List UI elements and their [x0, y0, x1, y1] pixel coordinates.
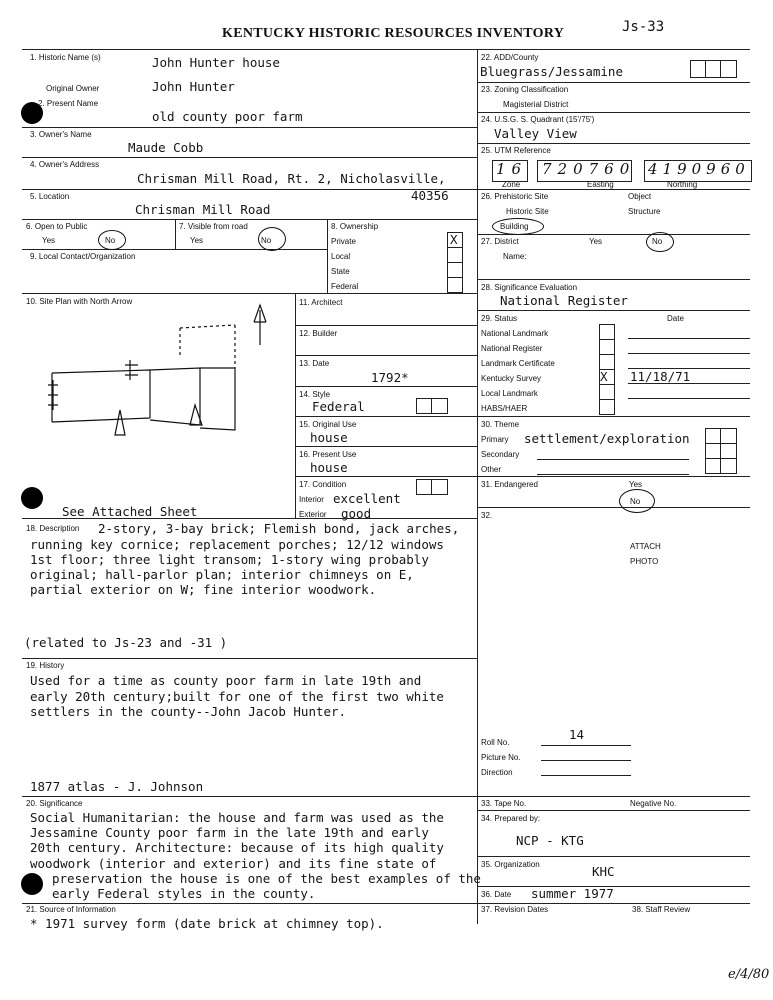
- field-8-label: 8. Ownership: [331, 222, 379, 231]
- original-owner-label: Original Owner: [46, 84, 100, 93]
- status-checkbox: [599, 399, 615, 415]
- field-7-label: 7. Visible from road: [179, 222, 248, 231]
- field-14-label: 14. Style: [299, 390, 331, 399]
- district-no: No: [652, 237, 663, 246]
- rule: [22, 249, 327, 250]
- field-11-label: 11. Architect: [299, 298, 343, 307]
- owner-zip-value: 40356: [411, 188, 449, 203]
- rule: [22, 903, 477, 904]
- theme-other-label: Other: [481, 465, 502, 474]
- field-26-label: 26. Prehistoric Site: [481, 192, 549, 201]
- form-title: KENTUCKY HISTORIC RESOURCES INVENTORY: [222, 26, 565, 41]
- history-source: 1877 atlas - J. Johnson: [30, 779, 204, 794]
- field-10-label: 10. Site Plan with North Arrow: [26, 297, 133, 306]
- field-24-label: 24. U.S.G. S. Quadrant (15'/75'): [481, 115, 595, 124]
- date-value: 1792*: [371, 370, 409, 385]
- rule: [477, 416, 750, 417]
- field-5-label: 5. Location: [30, 192, 70, 201]
- ownership-state: State: [331, 267, 350, 276]
- selected-circle: [98, 230, 126, 250]
- rule: [295, 355, 477, 356]
- utm-easting-value: 720760: [542, 160, 636, 178]
- field-20-label: 20. Significance: [26, 799, 83, 808]
- rule: [705, 443, 737, 444]
- history-line: early 20th century;built for one of the first two white: [30, 689, 444, 704]
- rule: [537, 474, 689, 475]
- rule: [477, 112, 750, 113]
- rule: [628, 398, 750, 399]
- rule: [477, 796, 750, 797]
- rule: [175, 219, 176, 249]
- condition-code-box: [416, 479, 448, 495]
- district-yes: Yes: [589, 237, 603, 246]
- rule: [22, 796, 477, 797]
- direction-label: Direction: [481, 768, 513, 777]
- description-line: original; hall-parlor plan; interior chimneys on E,: [30, 567, 414, 582]
- field-2-label: 2. Present Name: [38, 99, 99, 108]
- endangered-yes: Yes: [629, 480, 643, 489]
- status-checkbox: [599, 339, 615, 355]
- rule: [22, 189, 477, 190]
- quadrant-value: Valley View: [494, 126, 577, 141]
- field-36-label: 36. Date: [481, 890, 512, 899]
- rule: [541, 745, 631, 746]
- field-1-label: 1. Historic Name (s): [30, 53, 101, 62]
- rule: [537, 459, 689, 460]
- field-22-label: 22. ADD/County: [481, 53, 539, 62]
- theme-secondary-label: Secondary: [481, 450, 520, 459]
- ownership-local: Local: [331, 252, 351, 261]
- district-name-label: Name:: [503, 252, 527, 261]
- status-item: National Register: [481, 344, 543, 353]
- owner-name-value: Maude Cobb: [128, 140, 204, 155]
- rule: [295, 446, 477, 447]
- present-name-value: old county poor farm: [152, 109, 303, 124]
- rule: [477, 856, 750, 857]
- rule: [295, 416, 477, 417]
- theme-primary-value: settlement/exploration: [524, 431, 690, 446]
- field-17-label: 17. Condition: [299, 480, 347, 489]
- site-plan-note: See Attached Sheet: [62, 504, 198, 519]
- rule: [477, 279, 750, 280]
- evaluation-value: National Register: [500, 293, 628, 308]
- significance-line: woodwork (interior and exterior) and its fine state of: [30, 856, 437, 871]
- organization-value: KHC: [592, 864, 615, 879]
- field-6-label: 6. Open to Public: [26, 222, 88, 231]
- field-34-label: 34. Prepared by:: [481, 814, 541, 823]
- prepared-by-value: NCP - KTG: [516, 833, 584, 848]
- zoning-sub: Magisterial District: [503, 100, 569, 109]
- significance-line: Social Humanitarian: the house and farm was used as the: [30, 810, 444, 825]
- field-9-label: 9. Local Contact/Organization: [30, 252, 136, 261]
- hole-punch: [21, 487, 43, 509]
- description-related: (related to Js-23 and -31 ): [24, 635, 228, 650]
- field-29-label: 29. Status: [481, 314, 518, 323]
- field-27-label: 27. District: [481, 237, 519, 246]
- rule: [720, 60, 721, 78]
- field-15-label: 15. Original Use: [299, 420, 357, 429]
- rule: [295, 476, 477, 477]
- style-code-box: [416, 398, 448, 414]
- present-use-value: house: [310, 460, 348, 475]
- significance-line: preservation the house is one of the best examples of the: [52, 871, 481, 886]
- status-item: National Landmark: [481, 329, 549, 338]
- original-use-value: house: [310, 430, 348, 445]
- rule: [22, 157, 477, 158]
- field-23-label: 23. Zoning Classification: [481, 85, 569, 94]
- theme-code-box: [705, 428, 737, 474]
- kentucky-survey-date: 11/18/71: [630, 369, 691, 384]
- field-33-label: 33. Tape No.: [481, 799, 527, 808]
- field-19-label: 19. History: [26, 661, 65, 670]
- significance-line: Jessamine County poor farm in the late 19th and early: [30, 825, 429, 840]
- status-checkbox: [599, 324, 615, 340]
- selected-circle: [492, 218, 544, 235]
- description-line: partial exterior on W; fine interior woodwork.: [30, 582, 377, 597]
- status-item: Kentucky Survey: [481, 374, 542, 383]
- rule: [477, 143, 750, 144]
- field-13-label: 13. Date: [299, 359, 330, 368]
- exterior-label: Exterior: [299, 510, 327, 519]
- rule: [295, 293, 296, 518]
- prehistoric-object: Object: [628, 192, 652, 201]
- picture-label: Picture No.: [481, 753, 521, 762]
- rule: [431, 479, 432, 495]
- status-checkbox: [599, 384, 615, 400]
- rule: [477, 903, 750, 904]
- original-owner-value: John Hunter: [152, 79, 235, 94]
- roll-value: 14: [569, 727, 585, 742]
- local-checkbox: [447, 247, 463, 263]
- negative-label: Negative No.: [630, 799, 677, 808]
- open-public-no: No: [105, 236, 116, 245]
- status-checkbox: [599, 354, 615, 370]
- field-25-label: 25. UTM Reference: [481, 146, 551, 155]
- kentucky-survey-mark: X: [600, 369, 608, 384]
- county-value: Bluegrass/Jessamine: [480, 64, 623, 79]
- rule: [431, 398, 432, 414]
- county-code-box: [690, 60, 737, 78]
- description-line: 2-story, 3-bay brick; Flemish bond, jack arches,: [98, 521, 460, 536]
- site-number: Js-33: [622, 19, 665, 35]
- field-30-label: 30. Theme: [481, 420, 520, 429]
- rule: [22, 127, 477, 128]
- utm-northing-label: Northing: [667, 180, 698, 189]
- field-21-label: 21. Source of Information: [26, 905, 116, 914]
- federal-checkbox: [447, 277, 463, 293]
- field-35-label: 35. Organization: [481, 860, 540, 869]
- ownership-private: Private: [331, 237, 356, 246]
- rule: [327, 219, 328, 293]
- significance-line: 20th century. Architecture: because of its high quality: [30, 840, 444, 855]
- field-16-label: 16. Present Use: [299, 450, 357, 459]
- open-public-yes: Yes: [42, 236, 56, 245]
- rule: [705, 60, 706, 78]
- utm-zone-value: 16: [496, 160, 528, 178]
- theme-primary-label: Primary: [481, 435, 509, 444]
- rule: [477, 507, 750, 508]
- selected-circle: [619, 489, 655, 513]
- ownership-federal: Federal: [331, 282, 359, 291]
- location-value: Chrisman Mill Road: [135, 202, 271, 217]
- attach-photo-line: ATTACH: [630, 542, 661, 551]
- history-line: Used for a time as county poor farm in late 19th and: [30, 673, 422, 688]
- rule: [541, 775, 631, 776]
- rule: [628, 353, 750, 354]
- rule: [541, 760, 631, 761]
- endangered-no: No: [630, 497, 641, 506]
- owner-address-value: Chrisman Mill Road, Rt. 2, Nicholasville,: [137, 171, 446, 186]
- rule: [628, 338, 750, 339]
- prehistoric-historic: Historic Site: [506, 207, 549, 216]
- field-18-label: 18. Description: [26, 524, 80, 533]
- rule: [477, 82, 750, 83]
- description-line: 1st floor; three light transom; 1-story wing probably: [30, 552, 429, 567]
- status-item: HABS/HAER: [481, 404, 528, 413]
- rule: [295, 386, 477, 387]
- utm-zone-label: Zone: [502, 180, 521, 189]
- rule: [22, 219, 477, 220]
- style-value: Federal: [312, 399, 365, 414]
- site-plan-sketch: [40, 300, 270, 440]
- rule: [477, 476, 750, 477]
- prehistoric-structure: Structure: [628, 207, 661, 216]
- field-12-label: 12. Builder: [299, 329, 338, 338]
- field-31-label: 31. Endangered: [481, 480, 538, 489]
- roll-label: Roll No.: [481, 738, 510, 747]
- visible-road-yes: Yes: [190, 236, 204, 245]
- rule: [705, 458, 737, 459]
- significance-line: early Federal styles in the county.: [52, 886, 316, 901]
- description-line: running key cornice; replacement porches; 12/12 windows: [30, 537, 444, 552]
- rule: [477, 310, 750, 311]
- interior-label: Interior: [299, 495, 324, 504]
- field-37-label: 37. Revision Dates: [481, 905, 549, 914]
- field-4-label: 4. Owner's Address: [30, 160, 100, 169]
- private-mark: X: [450, 232, 458, 247]
- top-border: [22, 49, 750, 50]
- corner-mark: e/4/80: [728, 967, 770, 982]
- attach-photo-line: PHOTO: [630, 557, 659, 566]
- status-date-label: Date: [667, 314, 684, 323]
- selected-circle: [258, 227, 286, 251]
- visible-road-no: No: [261, 236, 272, 245]
- prehistoric-building: Building: [500, 222, 529, 231]
- rule: [720, 428, 721, 474]
- interior-value: excellent: [333, 491, 401, 506]
- center-divider: [477, 49, 478, 924]
- rule: [22, 658, 477, 659]
- field-38-label: 38. Staff Review: [632, 905, 691, 914]
- rule: [477, 810, 750, 811]
- status-item: Local Landmark: [481, 389, 538, 398]
- field-32-label: 32.: [481, 511, 493, 520]
- historic-name-value: John Hunter house: [152, 55, 280, 70]
- field-28-label: 28. Significance Evaluation: [481, 283, 578, 292]
- status-item: Landmark Certificate: [481, 359, 555, 368]
- prepared-date-value: summer 1977: [531, 886, 614, 901]
- source-value: * 1971 survey form (date brick at chimney top).: [30, 916, 384, 931]
- state-checkbox: [447, 262, 463, 278]
- history-line: settlers in the county--John Jacob Hunter.: [30, 704, 347, 719]
- selected-circle: [646, 232, 674, 252]
- rule: [295, 325, 477, 326]
- exterior-value: good: [341, 506, 372, 521]
- utm-northing-value: 4190960: [648, 160, 750, 178]
- rule: [22, 293, 477, 294]
- utm-easting-label: Easting: [587, 180, 614, 189]
- hole-punch: [21, 873, 43, 895]
- field-3-label: 3. Owner's Name: [30, 130, 92, 139]
